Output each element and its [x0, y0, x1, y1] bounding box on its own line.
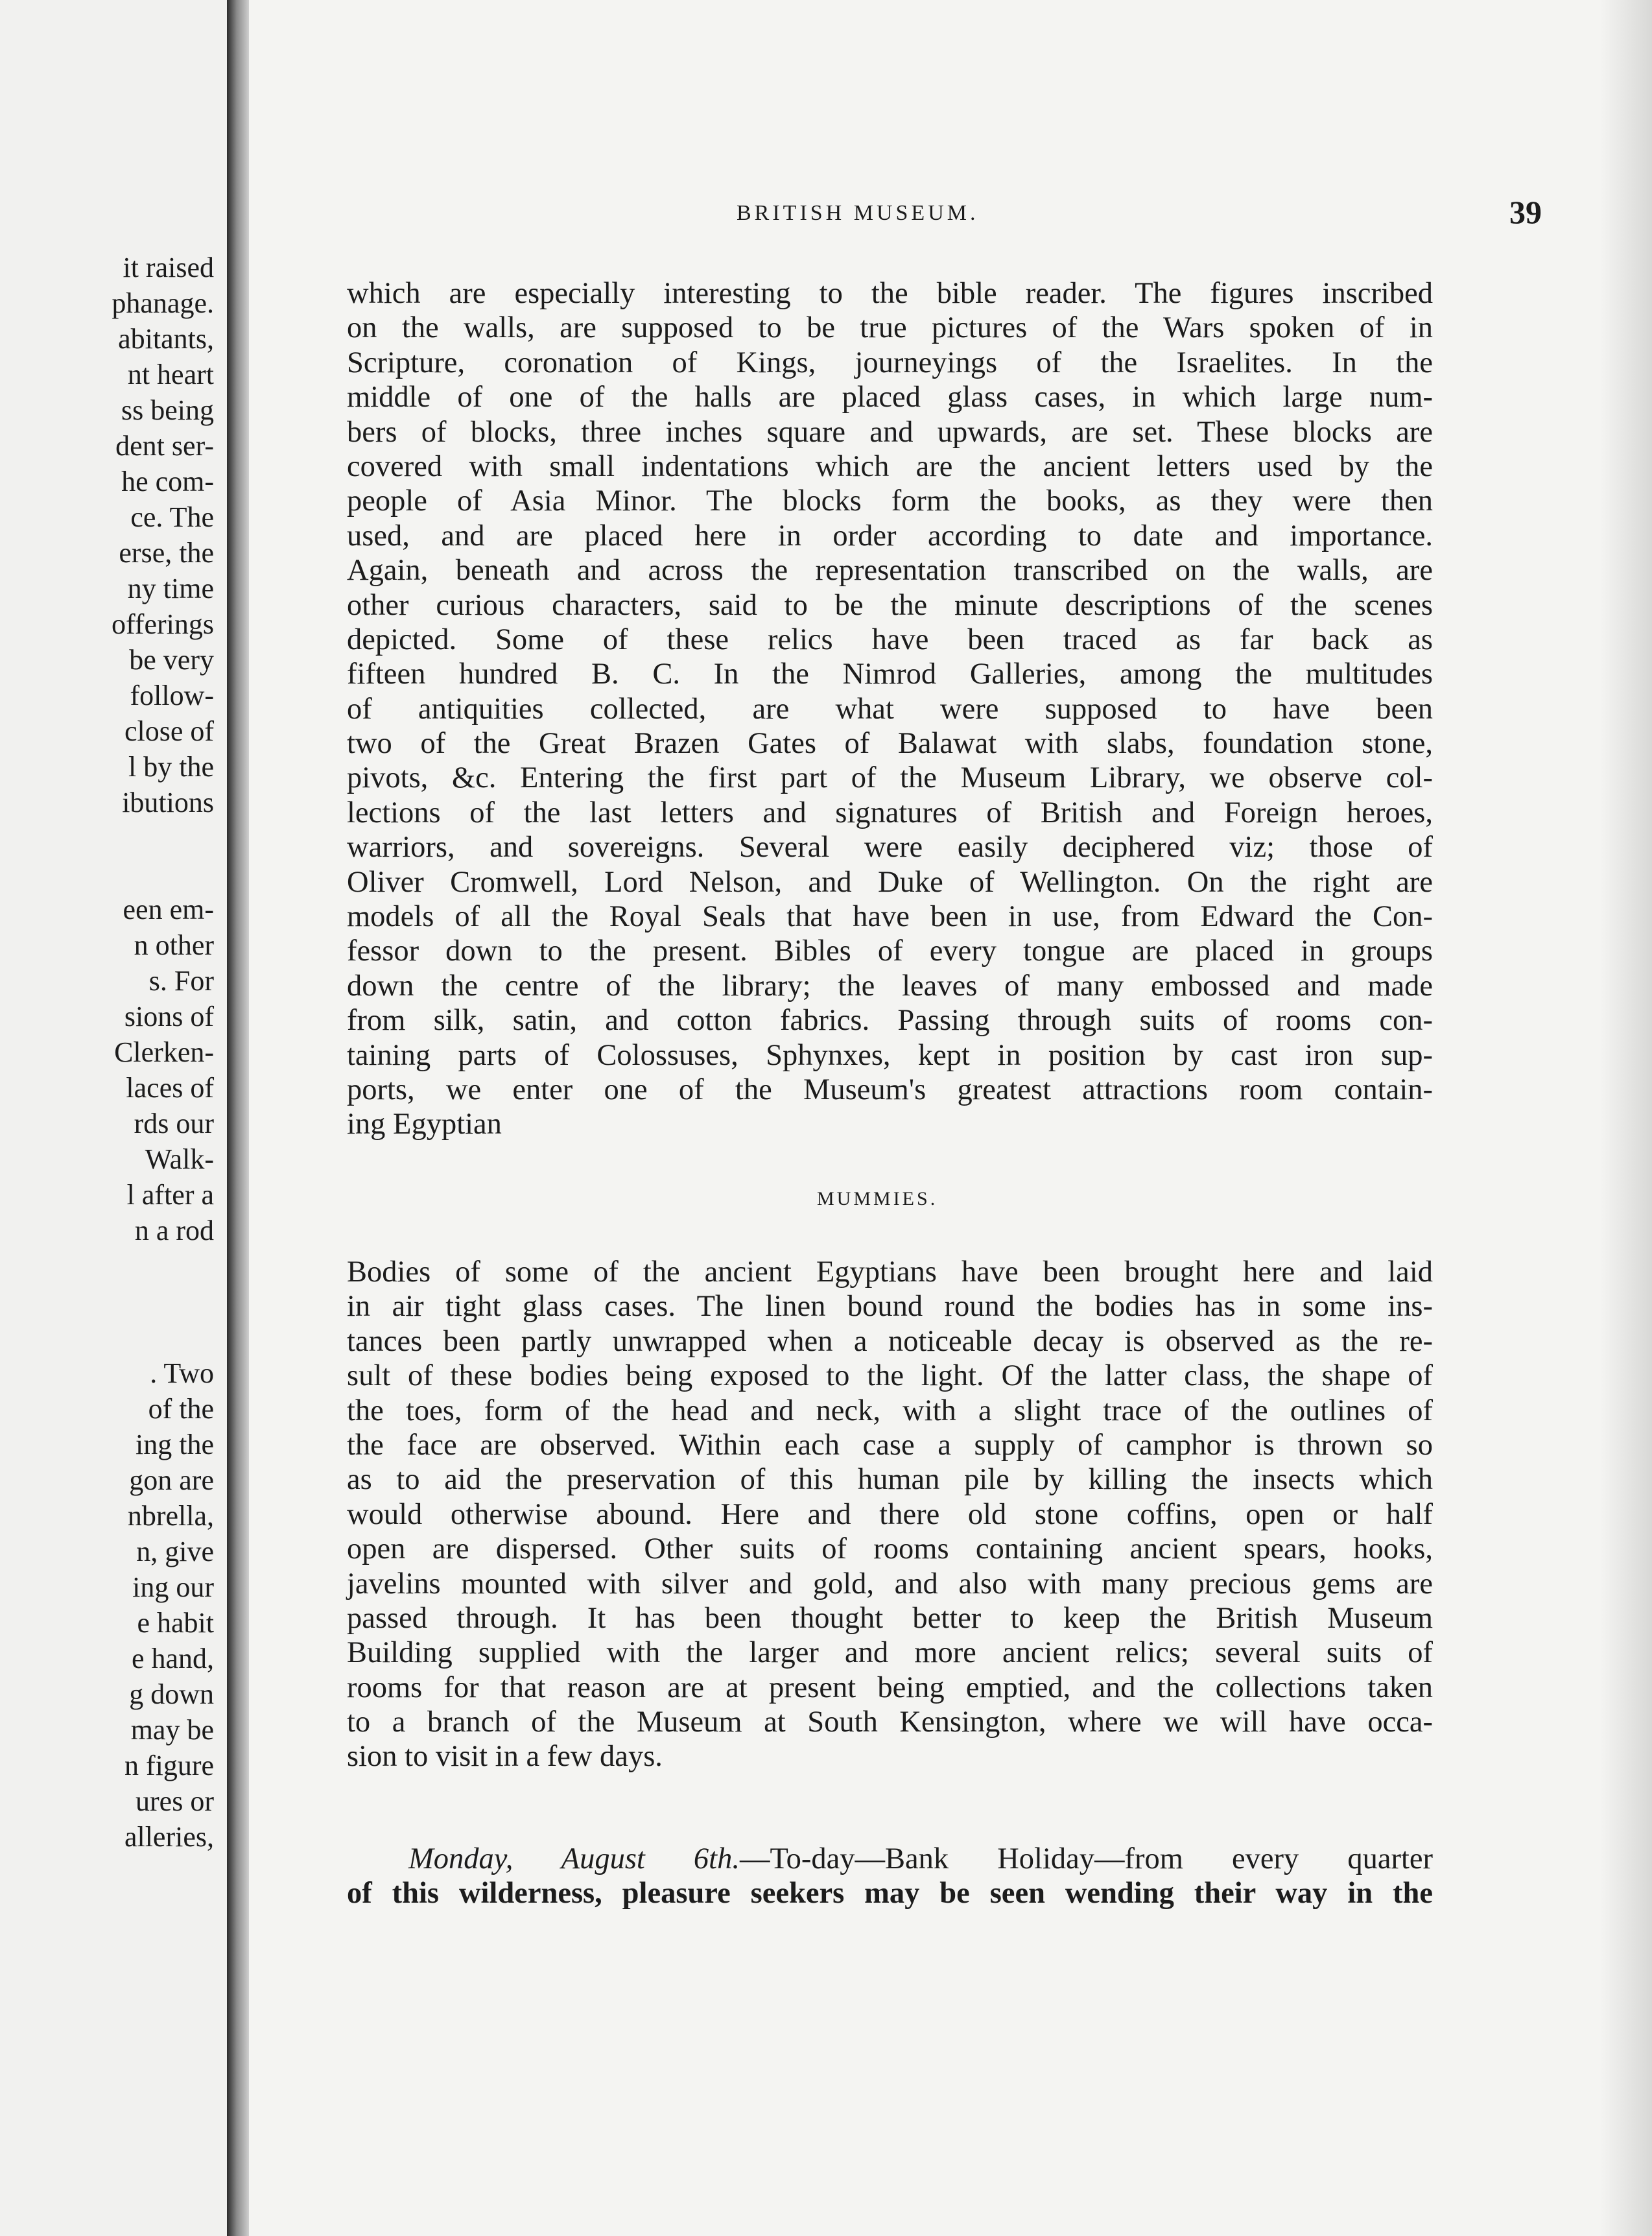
text-line: fifteen hundred B. C. In the Nimrod Galleries, among the multitudes: [347, 658, 1433, 691]
paragraph-mummies: [347, 1255, 1433, 1774]
previous-page-line: gon are: [129, 1464, 214, 1496]
previous-page-line: g down: [129, 1678, 214, 1710]
page-number: 39: [1509, 194, 1542, 230]
previous-page-line: ing the: [136, 1429, 214, 1460]
previous-page-line: l by the: [128, 751, 214, 783]
text-line: in air tight glass cases. The linen bound round the bodies has in some ins-: [347, 1290, 1433, 1324]
previous-page-line: Clerken-: [114, 1036, 214, 1068]
previous-page-line: erse, the: [119, 537, 214, 569]
text-line: the toes, form of the head and neck, with a slight trace of the outlines of: [347, 1394, 1433, 1427]
previous-page-text: [0, 250, 214, 1855]
text-line: to a branch of the Museum at South Kensington, where we will have occa-: [347, 1706, 1433, 1739]
previous-page-line: phanage.: [112, 287, 214, 319]
previous-page-line: l after a: [126, 1179, 214, 1211]
previous-page-line: n figure: [124, 1750, 214, 1781]
date-italic: Monday, August 6th.: [408, 1842, 740, 1875]
previous-page-line: [0, 1320, 214, 1355]
previous-page-line: offerings: [111, 608, 214, 640]
previous-page-line: . Two: [150, 1357, 214, 1389]
text-line: rooms for that reason are at present being emptied, and the collections taken: [347, 1671, 1433, 1704]
text-line: covered with small indentations which are the ancient letters used by the: [347, 449, 1433, 483]
text-line: taining parts of Colossuses, Sphynxes, kept in position by cast iron sup-: [347, 1038, 1433, 1072]
text-line: passed through. It has been thought better to keep the British Museum: [347, 1601, 1433, 1635]
text-line: which are especially interesting to the bible reader. The figures inscribed: [347, 277, 1433, 310]
page-edge-shadow: [1600, 0, 1652, 2236]
previous-page-line: nbrella,: [127, 1500, 214, 1532]
text-line: ports, we enter one of the Museum's greatest attractions room contain-: [347, 1073, 1433, 1106]
text-line: lections of the last letters and signatures of British and Foreign heroes,: [347, 796, 1433, 829]
text-line: open are dispersed. Other suits of rooms containing ancient spears, hooks,: [347, 1532, 1433, 1566]
text-line: from silk, satin, and cotton fabrics. Passing through suits of rooms con-: [347, 1004, 1433, 1038]
previous-page-line: een em-: [123, 894, 214, 925]
previous-page-line: ibutions: [122, 787, 214, 818]
text-line: Building supplied with the larger and more ancient relics; several suits of: [347, 1636, 1433, 1670]
previous-page-line: s. For: [148, 965, 214, 997]
text-line: pivots, &c. Entering the first part of the Museum Library, we observe col-: [347, 761, 1433, 795]
paragraph-monday: [347, 1842, 1433, 1911]
previous-page-line: of the: [148, 1393, 214, 1425]
previous-page-line: [0, 1284, 214, 1320]
previous-page-line: rds our: [134, 1108, 214, 1139]
previous-page-line: ny time: [127, 573, 214, 604]
text-line: bers of blocks, three inches square and upwards, are set. These blocks are: [347, 415, 1433, 449]
text-line: people of Asia Minor. The blocks form the books, as they were then: [347, 484, 1433, 518]
previous-page-line: ing our: [132, 1571, 214, 1603]
text-line: ing Egyptian: [347, 1108, 502, 1141]
previous-page-line: n other: [134, 929, 214, 961]
text-line: the face are observed. Within each case a supply of camphor is thrown so: [347, 1428, 1433, 1462]
previous-page-line: [0, 820, 214, 856]
text-line-rest: —To-day—Bank Holiday—from every quarter: [739, 1842, 1434, 1875]
previous-page-line: e habit: [137, 1607, 214, 1639]
previous-page-line: be very: [129, 644, 214, 676]
text-line: down the centre of the library; the leaves of many embossed and made: [347, 969, 1433, 1003]
text-line: two of the Great Brazen Gates of Balawat with slabs, foundation stone,: [347, 727, 1433, 761]
book-gutter: [227, 0, 249, 2236]
text-line: [347, 1842, 1433, 1876]
text-line: on the walls, are supposed to be true pictures of the Wars spoken of in: [347, 311, 1433, 345]
text-line: Again, beneath and across the representation transcribed on the walls, are: [347, 554, 1433, 588]
paragraph-british-museum: [347, 276, 1433, 1142]
previous-page-line: he com-: [121, 466, 214, 497]
text-line: models of all the Royal Seals that have been in use, from Edward the Con-: [347, 900, 1433, 934]
text-line: Bodies of some of the ancient Egyptians have been brought here and laid: [347, 1255, 1433, 1289]
previous-page-line: may be: [130, 1714, 214, 1746]
previous-page-line: abitants,: [118, 323, 214, 355]
text-line: Oliver Cromwell, Lord Nelson, and Duke of Wellington. On the right are: [347, 865, 1433, 899]
previous-page-fragment: [0, 0, 227, 2236]
text-line: javelins mounted with silver and gold, and also with many precious gems are: [347, 1567, 1433, 1600]
previous-page-line: ss being: [121, 394, 214, 426]
previous-page-line: dent ser-: [115, 430, 214, 462]
text-line: depicted. Some of these relics have been traced as far back as: [347, 623, 1433, 656]
text-line: tances been partly unwrapped when a noticeable decay is observed as the re-: [347, 1324, 1433, 1358]
text-line: of this wilderness, pleasure seekers may be seen wending their way in the: [347, 1877, 1433, 1910]
previous-page-line: close of: [124, 715, 214, 747]
text-line: used, and are placed here in order according to date and importance.: [347, 519, 1433, 553]
running-head: BRITISH MUSEUM.: [737, 201, 979, 225]
previous-page-line: n a rod: [134, 1215, 214, 1246]
text-line: sult of these bodies being exposed to the light. Of the latter class, the shape of: [347, 1359, 1433, 1393]
previous-page-line: follow-: [130, 680, 214, 711]
previous-page-line: alleries,: [124, 1821, 214, 1853]
previous-page-line: [0, 1248, 214, 1284]
text-line: of antiquities collected, are what were supposed to have been: [347, 692, 1433, 726]
text-line: middle of one of the halls are placed glass cases, in which large num-: [347, 381, 1433, 414]
previous-page-line: nt heart: [127, 359, 214, 390]
previous-page-line: n, give: [136, 1536, 214, 1567]
previous-page-line: Walk-: [145, 1143, 214, 1175]
previous-page-line: laces of: [126, 1072, 214, 1104]
text-line: would otherwise abound. Here and there old stone coffins, open or half: [347, 1497, 1433, 1531]
previous-page-line: sions of: [124, 1001, 214, 1032]
previous-page-line: it raised: [123, 252, 214, 283]
previous-page-line: ures or: [136, 1785, 214, 1817]
previous-page-line: e hand,: [131, 1643, 214, 1674]
previous-page-line: [0, 856, 214, 892]
text-line: fessor down to the present. Bibles of every tongue are placed in groups: [347, 934, 1433, 968]
section-heading: MUMMIES.: [817, 1188, 938, 1209]
text-line: sion to visit in a few days.: [347, 1740, 663, 1774]
text-line: as to aid the preservation of this human pile by killing the insects which: [347, 1463, 1433, 1497]
text-line: other curious characters, said to be the minute descriptions of the scenes: [347, 588, 1433, 622]
text-line: warriors, and sovereigns. Several were easily deciphered viz; those of: [347, 831, 1433, 864]
text-line: Scripture, coronation of Kings, journeyings of the Israelites. In the: [347, 346, 1433, 379]
previous-page-line: ce. The: [130, 501, 214, 533]
